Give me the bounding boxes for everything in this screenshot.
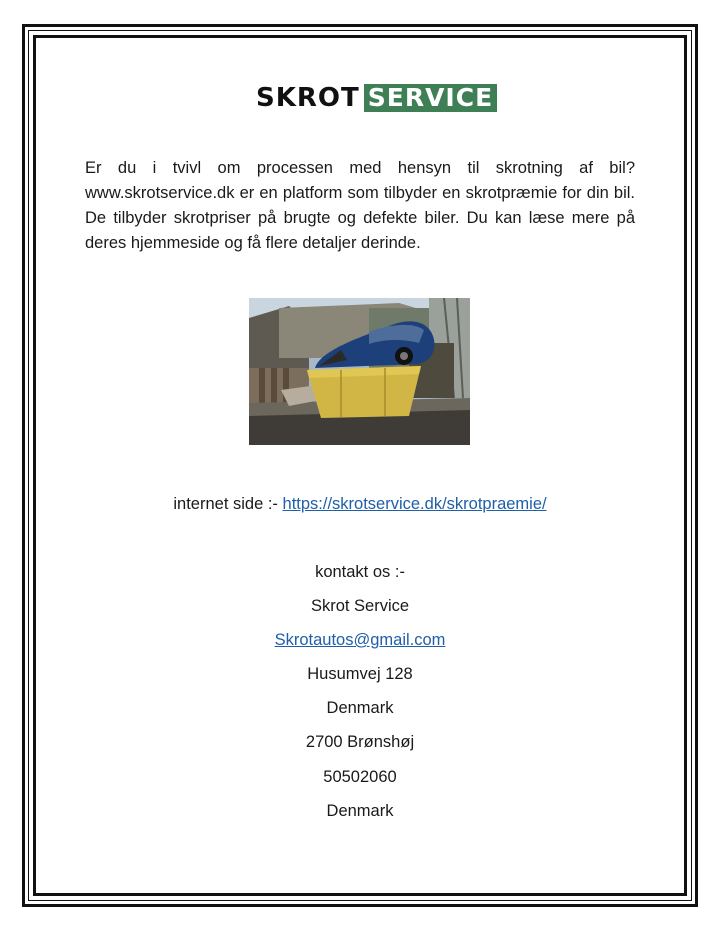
contact-postal-city: 2700 Brønshøj	[305, 733, 415, 751]
internet-site-label: internet side :-	[173, 495, 283, 513]
logo-skrot-word: SKROT	[256, 83, 360, 113]
contact-street: Husumvej 128	[307, 665, 413, 683]
internet-site-link[interactable]: https://skrotservice.dk/skrotpraemie/	[282, 495, 547, 513]
skrotservice-logo	[256, 84, 497, 112]
contact-heading: kontakt os :-	[315, 563, 405, 581]
contact-phone: 50502060	[323, 768, 397, 786]
contact-email-link[interactable]: Skrotautos@gmail.com	[274, 631, 446, 649]
internet-site-line	[0, 493, 720, 515]
contact-company: Skrot Service	[310, 597, 410, 615]
contact-country: Denmark	[326, 699, 394, 717]
car-on-skip-photo	[249, 298, 470, 445]
intro-paragraph: Er du i tvivl om processen med hensyn til skrotning af bil? www.skrotservice.dk er en platform som tilbyder en skrotpræmie for din bil. De tilbyder skrotpriser på brugte og defekte biler. Du kan læse mere på deres hjemmeside og få flere detaljer derinde.	[85, 159, 635, 252]
contact-country-repeat: Denmark	[326, 802, 394, 820]
logo-service-word: SERVICE	[364, 84, 497, 112]
